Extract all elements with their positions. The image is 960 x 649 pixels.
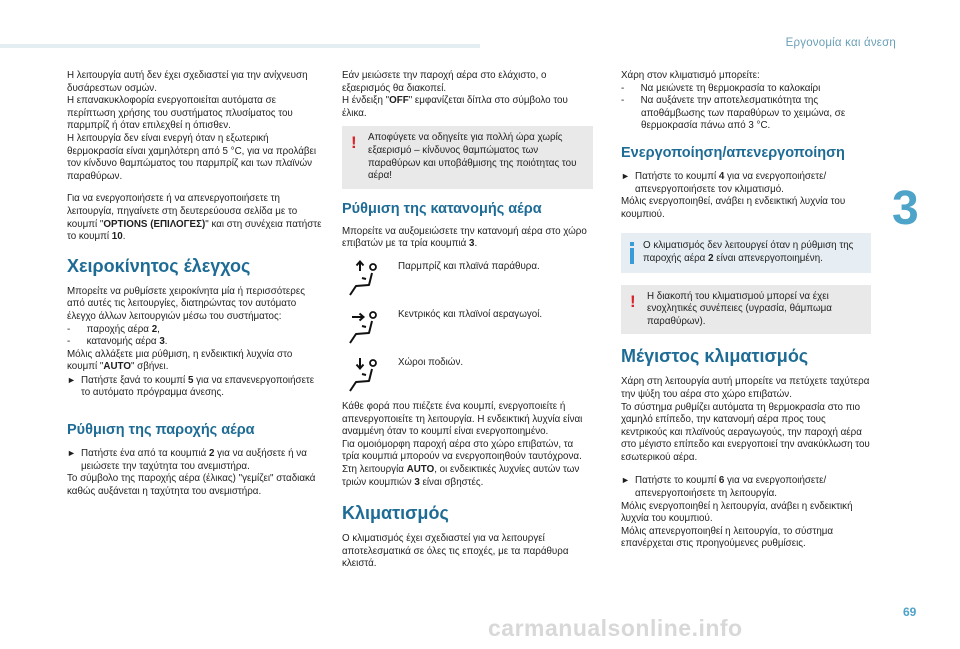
arrow-right-icon: ► — [621, 170, 630, 181]
page-number: 69 — [903, 605, 917, 619]
paragraph: Κάθε φορά που πιέζετε ένα κουμπί, ενεργοποιείτε ή απενεργοποιείτε τη λειτουργία. Η ενδεικτική λυχνία είναι αναμμένη όταν το κουμπί είναι ενεργοποιημένο. — [342, 400, 583, 438]
column-right — [621, 70, 871, 551]
paragraph: Το σύμβολο της παροχής αέρα (έλικας) "γεμίζει" σταδιακά καθώς αυξάνεται η ταχύτητα του ανεμιστήρα. — [67, 473, 316, 497]
windscreen-airflow-icon — [342, 259, 382, 299]
section-header-title: Εργονομία και άνεση — [785, 37, 896, 49]
warning-box: ! Αποφύγετε να οδηγείτε για πολλή ώρα χωρίς εξαερισμό – κίνδυνος θαμπώματος των παραθύρων και υποβάθμισης της ποιότητας του αέρα! — [342, 126, 593, 188]
paragraph: Μπορείτε να αυξομειώσετε την κατανομή αέρα στο χώρο επιβατών με τα τρία κουμπιά 3. — [342, 225, 587, 250]
heading-air-distribution: Ρύθμιση της κατανομής αέρα — [342, 200, 542, 217]
heading-on-off: Ενεργοποίηση/απενεργοποίηση — [621, 144, 845, 161]
chapter-number: 3 — [892, 182, 919, 235]
exclamation-warning-icon: ! — [351, 133, 357, 153]
heading-manual-control: Χειροκίνητος έλεγχος — [67, 255, 251, 276]
column-left — [67, 70, 323, 498]
column-middle — [342, 70, 593, 571]
paragraph: Η επανακυκλοφορία ενεργοποιείται αυτόματα σε περίπτωση χρήσης του συστήματος πλυσίματος του παρμπρίζ ή όταν επιλεχθεί η όπισθεν. — [67, 95, 293, 132]
info-icon — [630, 242, 633, 264]
exclamation-warning-icon: ! — [630, 291, 636, 311]
list-item: - Να μειώνετε τη θερμοκρασία το καλοκαίρι — [621, 82, 821, 94]
instruction-step: ► Πατήστε ένα από τα κουμπιά 2 για να αυξήσετε ή να μειώσετε την ταχύτητα του ανεμιστήρα. — [67, 448, 307, 472]
arrow-right-icon: ► — [621, 475, 630, 486]
paragraph: Χάρη στη λειτουργία αυτή μπορείτε να πετύχετε ταχύτερα την ψύξη του αέρα στο χώρο επιβατών. — [621, 376, 870, 400]
paragraph: Η λειτουργία δεν είναι ενεργή όταν η εξωτερική θερμοκρασία είναι χαμηλότερη από 5 °C, για να προλάβει τον κίνδυνο θαμπώματος του παρμπρίζ και των πλαϊνών παραθύρων. — [67, 132, 317, 182]
warning-box: ! Η διακοπή του κλιματισμού μπορεί να έχει ενοχλητικές συνέπειες (υγρασία, θάμπωμα παραθύρων). — [621, 285, 871, 335]
heading-air-conditioning: Κλιματισμός — [342, 503, 449, 524]
instruction-step: ► Πατήστε το κουμπί 6 για να ενεργοποιήσετε/απενεργοποιήσετε τη λειτουργία. — [621, 475, 827, 500]
paragraph: Μόλις απενεργοποιηθεί η λειτουργία, το σύστημα επανέρχεται στις προηγούμενες ρυθμίσεις. — [621, 525, 834, 550]
distribution-mode-feet: Χώροι ποδιών. — [342, 355, 593, 395]
paragraph: Η ένδειξη "OFF" εμφανίζεται δίπλα στο σύμβολο του έλικα. — [342, 95, 568, 119]
distribution-mode-vents: Κεντρικός και πλαϊνοί αεραγωγοί. — [342, 307, 593, 347]
paragraph: Ο κλιματισμός έχει σχεδιαστεί για να λειτουργεί αποτελεσματικά σε όλες τις εποχές, με τα παράθυρα κλειστά. — [342, 533, 569, 570]
paragraph: Το σύστημα ρυθμίζει αυτόματα τη θερμοκρασία στο πιο χαμηλό επίπεδο, την κατανομή αέρα προς τους κεντρικούς και πλαϊνούς αεραγωγούς, την παροχή αέρα στο μέγιστο επίπεδο και ενεργοποιεί την ανακύκλωση του εσωτερικού αέρα. — [621, 401, 870, 463]
distribution-mode-windscreen: Παρμπρίζ και πλαϊνά παράθυρα. — [342, 259, 593, 299]
paragraph: Μπορείτε να ρυθμίσετε χειροκίνητα μία ή περισσότερες από αυτές τις λειτουργίες, διατηρώντας τον αυτόματο έλεγχο άλλων λειτουργιών μέσω του συστήματος: — [67, 285, 305, 322]
list-item: - κατανομής αέρα 3. — [67, 336, 168, 348]
paragraph: Εάν μειώσετε την παροχή αέρα στο ελάχιστο, ο εξαερισμός θα διακοπεί. — [342, 70, 547, 94]
paragraph: Μόλις αλλάξετε μια ρύθμιση, η ενδεικτική λυχνία στο κουμπί "AUTO" σβήνει. — [67, 348, 293, 373]
paragraph: Χάρη στον κλιματισμό μπορείτε: — [621, 70, 760, 81]
instruction-step: ► Πατήστε ξανά το κουμπί 5 για να επανενεργοποιήσετε το αυτόματο πρόγραμμα άνεσης. — [67, 374, 315, 399]
watermark: carmanualsonline.info — [488, 615, 743, 641]
paragraph: Μόλις ενεργοποιηθεί, ανάβει η ενδεικτική λυχνία του κουμπιού. — [621, 196, 846, 220]
footwell-airflow-icon — [342, 355, 382, 395]
paragraph: Στη λειτουργία AUTO, οι ενδεικτικές λυχνίες αυτών των τριών κουμπιών 3 είναι σβηστές. — [342, 463, 580, 488]
face-vents-airflow-icon — [342, 307, 382, 347]
header-bar — [0, 44, 480, 48]
heading-max-ac: Μέγιστος κλιματισμός — [621, 346, 809, 367]
list-item: - παροχής αέρα 2, — [67, 323, 160, 335]
heading-air-flow: Ρύθμιση της παροχής αέρα — [67, 422, 255, 439]
paragraph: Η λειτουργία αυτή δεν έχει σχεδιαστεί για την ανίχνευση δυσάρεστων οσμών. — [67, 70, 308, 94]
arrow-right-icon: ► — [67, 448, 76, 459]
info-box: Ο κλιματισμός δεν λειτουργεί όταν η ρύθμιση της παροχής αέρα 2 είναι απενεργοποιημένη. — [621, 233, 871, 272]
arrow-right-icon: ► — [67, 374, 76, 385]
paragraph: Μόλις ενεργοποιηθεί η λειτουργία, ανάβει η ενδεικτική λυχνία του κουμπιού. — [621, 500, 853, 525]
paragraph: Για ομοιόμορφη παροχή αέρα στο χώρο επιβατών, τα τρία κουμπιά μπορούν να ενεργοποιηθούν ταυτόχρονα. — [342, 438, 582, 463]
instruction-step: ► Πατήστε το κουμπί 4 για να ενεργοποιήσετε/απενεργοποιήσετε τον κλιματισμό. — [621, 170, 827, 195]
paragraph: Για να ενεργοποιήσετε ή να απενεργοποιήσετε τη λειτουργία, πηγαίνετε στη δευτερεύουσα σελίδα με το κουμπί "OPTIONS (ΕΠΙΛΟΓΕΣ)" και στη συνέχεια πατήστε το κουμπί 10. — [67, 193, 322, 243]
list-item: - Να αυξάνετε την αποτελεσματικότητα της αποθάμβωσης των παραθύρων το χειμώνα, σε θερμοκρασία πάνω από 3 °C. — [621, 95, 846, 132]
